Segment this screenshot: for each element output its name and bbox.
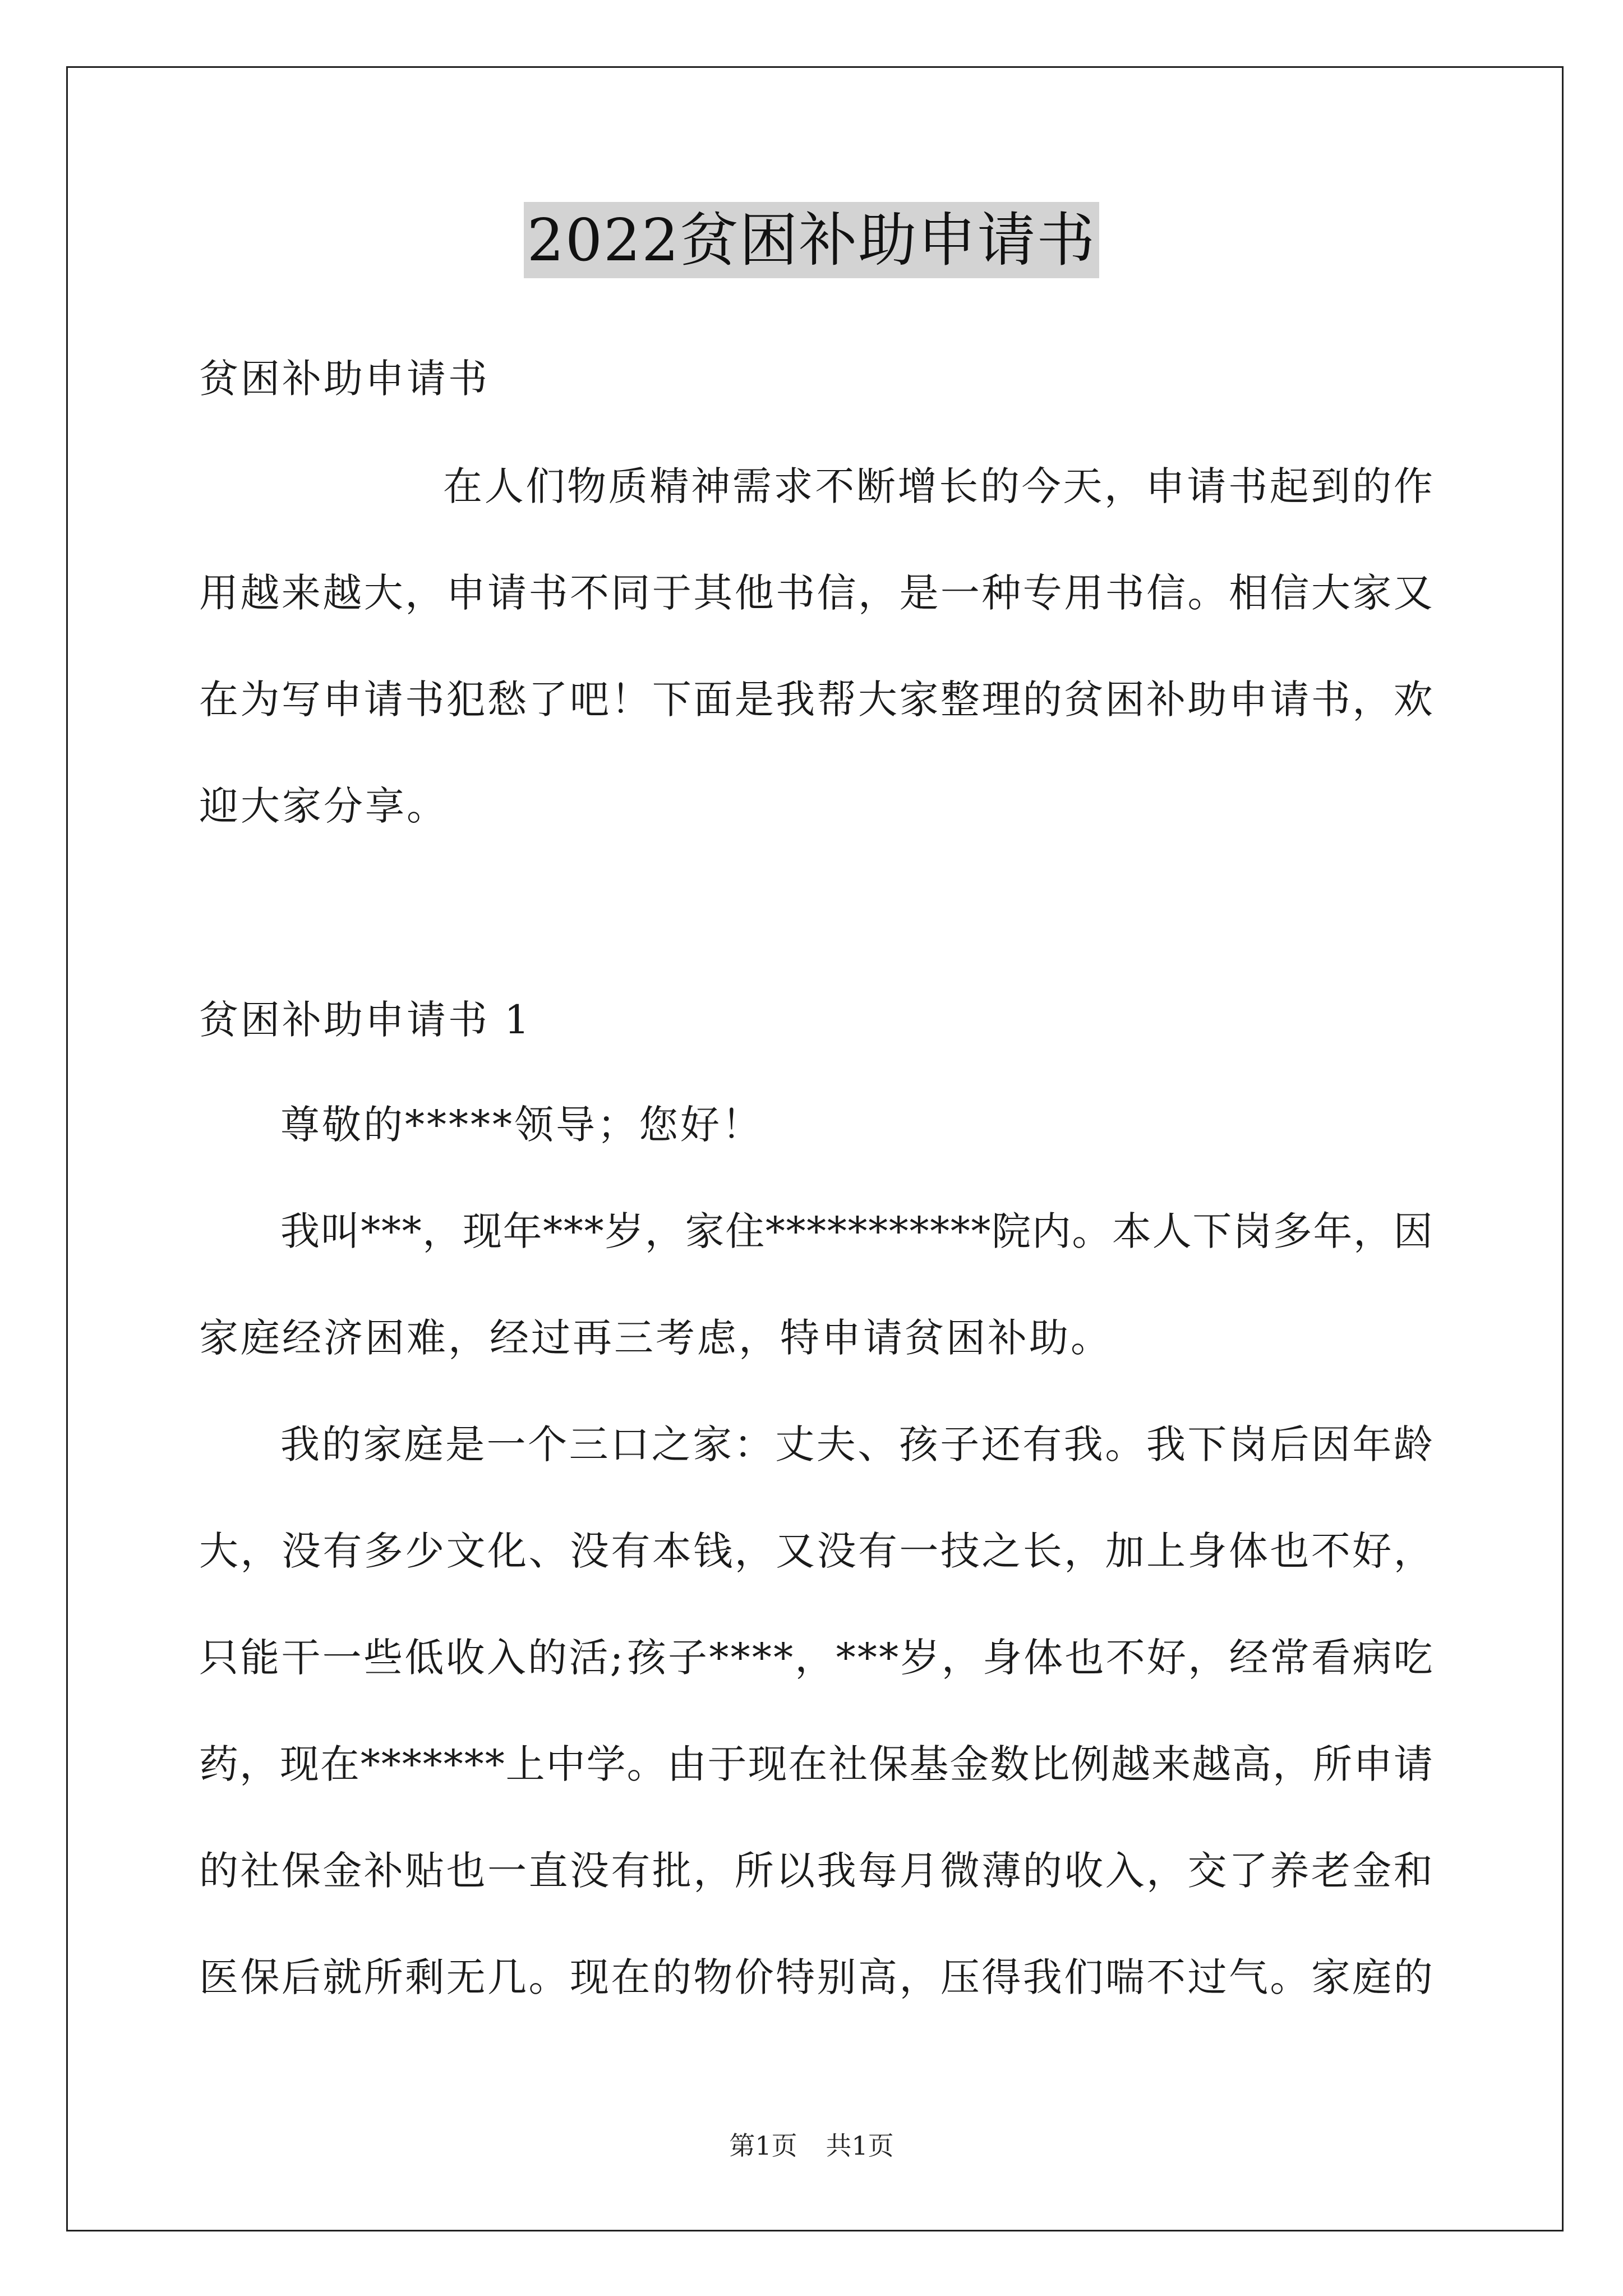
page-total: 共1页 (826, 2131, 894, 2161)
greeting: 尊敬的*****领导；您好！ (280, 1102, 763, 1148)
paragraph-line: 我 的 家 庭 是 一 个 三 口 之 家 ： 丈 夫 、 孩 子 还 有 我 。 我 下 岗 后 因 年 龄 (280, 1421, 1433, 1467)
paragraph-line: 医 保 后 就 所 剩 无 几 。 现 在 的 物 价 特 别 高 ， 压 得 我 们 喘 不 过 气 。 家 庭 的 (199, 1954, 1433, 2000)
page-footer (0, 2129, 1623, 2162)
intro-line: 在 为 写 申 请 书 犯 愁 了 吧 ！ 下 面 是 我 帮 大 家 整 理 的 贫 困 补 助 申 请 书 ， 欢 (199, 677, 1433, 723)
document-title: 2022贫困补助申请书 (524, 202, 1100, 278)
paragraph-line: 药 ， 现 在 * * * * * * * 上 中 学 。 由 于 现 在 社 保 基 金 数 比 例 越 来 越 高 ， 所 申 请 (199, 1741, 1433, 1787)
intro-line: 在 人 们 物 质 精 神 需 求 不 断 增 长 的 今 天 ， 申 请 书 起 到 的 作 (443, 463, 1433, 509)
title-container (0, 202, 1623, 278)
section-heading: 贫困补助申请书 1 (199, 997, 532, 1043)
subtitle: 贫困补助申请书 (199, 356, 490, 402)
paragraph-line: 的 社 保 金 补 贴 也 一 直 没 有 批 ， 所 以 我 每 月 微 薄 的 收 入 ， 交 了 养 老 金 和 (199, 1848, 1433, 1894)
paragraph-line: 我 叫 * * * ， 现 年 * * * 岁 ， 家 住 * * * * * * * * * * * 院 内 。 本 人 下 岗 多 年 ， 因 (280, 1208, 1433, 1254)
paragraph-line: 只 能 干 一 些 低 收 入 的 活 ; 孩 子 * * * * ， * * * 岁 ， 身 体 也 不 好 ， 经 常 看 病 吃 (199, 1635, 1433, 1681)
paragraph-line: 家庭经济困难，经过再三考虑，特申请贫困补助。 (199, 1315, 1112, 1361)
page-number: 第1页 (729, 2131, 797, 2161)
intro-line: 用 越 来 越 大 ， 申 请 书 不 同 于 其 他 书 信 ， 是 一 种 专 用 书 信 。 相 信 大 家 又 (199, 570, 1433, 616)
intro-line: 迎大家分享。 (199, 783, 448, 829)
paragraph-line: 大 ， 没 有 多 少 文 化 、 没 有 本 钱 ， 又 没 有 一 技 之 长 ， 加 上 身 体 也 不 好 ， (199, 1528, 1433, 1574)
